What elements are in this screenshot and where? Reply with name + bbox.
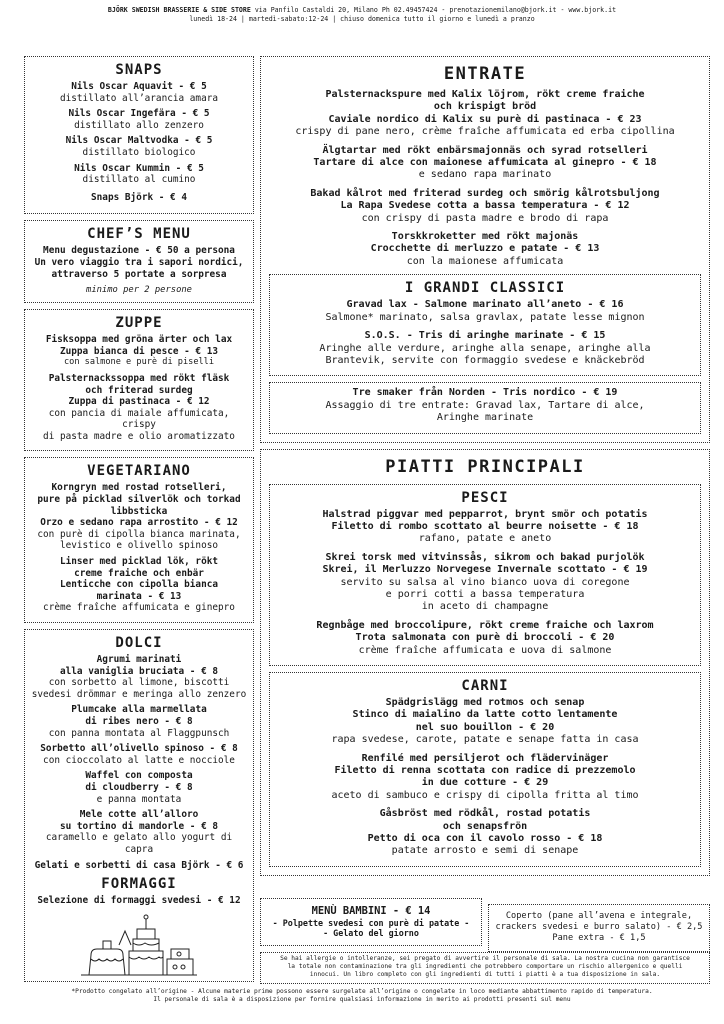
- menu-item: [274, 387, 696, 424]
- section-title: PESCI: [461, 489, 509, 506]
- item-name-it: Filetto di rombo scottato al beurre noisette - € 18: [331, 520, 639, 532]
- menu-header: [0, 6, 724, 24]
- item-name-sv: och senapsfrön: [442, 820, 528, 832]
- classici-section: [269, 274, 701, 376]
- allergy-note-line: Se hai allergie o intolleranze, sei pregato di avvertire il personale di sala. La nostra cucina non garantisce: [280, 955, 690, 962]
- item-name-it: Orzo e sedano rapa arrostito - € 12: [40, 517, 238, 529]
- item-name: Nils Oscar Ingefära - € 5: [68, 108, 210, 120]
- item-name-sv: Spädgrislägg med rotmos och senap: [385, 697, 585, 708]
- brand-name: BJÖRK SWEDISH BRASSERIE & SIDE STORE: [107, 6, 251, 14]
- item-name: Nils Oscar Kummin - € 5: [74, 162, 204, 174]
- item-name-sv: Gåsbröst med rödkål, rostad potatis: [379, 808, 591, 820]
- menu-item: [29, 163, 249, 186]
- item-name: Waffel con composta: [85, 770, 193, 782]
- item-name-it: nel suo bouillon - € 20: [415, 721, 555, 733]
- menu-item: [29, 482, 249, 552]
- cake-illustration: [79, 911, 199, 977]
- item-desc: crème fraîche affumicata e ginepro: [43, 602, 235, 614]
- item-desc: e porri cotti a bassa temperatura: [385, 588, 585, 600]
- cover-charge-box: [488, 904, 710, 952]
- tris-nordico-section: [269, 382, 701, 433]
- kids-menu-title: MENÙ BAMBINI - € 14: [311, 905, 431, 917]
- menu-item: [29, 770, 249, 805]
- item-desc: Aringhe marinate: [436, 412, 534, 424]
- menu-item: [274, 299, 696, 324]
- item-desc: levistico e olivello spinoso: [59, 540, 219, 552]
- principali-section: [260, 449, 710, 876]
- item-desc: con purè di cipolla bianca marinata,: [37, 528, 241, 540]
- vegetariano-section: [24, 457, 254, 623]
- chef-menu-desc: Un vero viaggio tra i sapori nordici,: [34, 256, 244, 268]
- menu-item: [29, 809, 249, 855]
- carni-section: [269, 672, 701, 867]
- item-name: alla vaniglia bruciata - € 8: [59, 665, 219, 677]
- item-desc: Assaggio di tre entrate: Gravad lax, Tartare di alce,: [325, 399, 645, 411]
- item-desc: con cioccolato al latte e nocciole: [43, 754, 235, 766]
- menu-item: [265, 145, 705, 182]
- section-title: ZUPPE: [115, 315, 163, 332]
- item-name-it: Crocchette di merluzzo e patate - € 13: [370, 243, 600, 255]
- item-name-sv: Torskkroketter med rökt majonäs: [391, 231, 579, 243]
- menu-item: [274, 620, 696, 657]
- left-column: [24, 56, 254, 982]
- section-title: FORMAGGI: [101, 876, 177, 893]
- chef-menu-note: minimo per 2 persone: [86, 285, 192, 296]
- item-desc: di pasta madre e olio aromatizzato: [43, 430, 235, 442]
- cover-charge-line: Coperto (pane all’avena e integrale,: [505, 911, 693, 921]
- item-name-sv: Älgtartar med rökt enbärsmajonnäs och syrad rotselleri: [322, 144, 648, 156]
- menu-item: [29, 135, 249, 158]
- allergy-note-line: la totale non contaminazione tra gli ingredienti che potrebbero comportare un rischio allergenico e quelli: [287, 963, 683, 970]
- menu-item: [274, 808, 696, 858]
- menu-item: [274, 552, 696, 614]
- item-name-it: Skrei, il Merluzzo Norvegese Invernale scottato - € 19: [322, 564, 648, 576]
- item-name-it: Petto di oca con il cavolo rosso - € 18: [367, 833, 603, 845]
- footer-line: *Prodotto congelato all’origine - Alcune materie prime possono essere surgelate all’origine o congelate in loco mediante abbattimento rapido di temperatura.: [71, 988, 653, 995]
- pesci-section: [269, 484, 701, 666]
- menu-item: [265, 89, 705, 139]
- item-desc: con panna montata al Flaggpunsch: [48, 727, 230, 739]
- menu-item: [29, 81, 249, 104]
- item-desc: con salmone e purè di piselli: [63, 357, 215, 368]
- item-desc: con crispy di pasta madre e brodo di rapa: [361, 212, 609, 224]
- item-desc: con la maionese affumicata: [406, 255, 564, 267]
- item-name-sv: Linser med picklad lök, rökt: [59, 556, 219, 568]
- item-name: Gelati e sorbetti di casa Björk - € 6: [34, 859, 244, 871]
- menu-item: [29, 860, 249, 872]
- menu-item: [274, 330, 696, 367]
- item-name-it: Filetto di renna scottata con radice di prezzemolo: [334, 765, 636, 777]
- item-name: di cloudberry - € 8: [85, 781, 193, 793]
- item-desc: in aceto di champagne: [421, 601, 549, 613]
- section-title: SNAPS: [115, 62, 163, 78]
- item-name: Snaps Björk - € 4: [91, 191, 187, 203]
- item-desc: caramello e gelato allo yogurt di capra: [45, 832, 233, 855]
- item-name: Sorbetto all’olivello spinoso - € 8: [40, 743, 238, 755]
- item-desc: svedesi drömmar e meringa allo zenzero: [31, 688, 247, 700]
- item-name-it: Stinco di maialino da latte cotto lentamente: [352, 709, 618, 721]
- menu-item: [29, 743, 249, 766]
- extra-bread-line: Pane extra - € 1,5: [552, 933, 646, 943]
- item-name: Mele cotte all’alloro: [79, 809, 199, 821]
- item-desc: patate arrosto e semi di senape: [391, 845, 579, 857]
- item-desc: con sorbetto al limone, biscotti: [48, 677, 230, 689]
- item-name: Gravad lax - Salmone marinato all’aneto - € 16: [346, 299, 624, 311]
- item-name: S.O.S. - Tris di aringhe marinate - € 15: [364, 330, 606, 342]
- item-name: su tortino di mandorle - € 8: [59, 820, 219, 832]
- item-desc: rapa svedese, carote, patate e senape fatta in casa: [331, 734, 639, 746]
- menu-item: [274, 753, 696, 803]
- item-name-it: Trota salmonata con purè di broccoli - € 20: [355, 632, 615, 644]
- section-title: PIATTI PRINCIPALI: [385, 456, 585, 477]
- item-name-sv: och friterad surdeg: [85, 384, 193, 396]
- item-desc: distillato al cumino: [82, 174, 196, 186]
- item-name-it: Tartare di alce con maionese affumicata al ginepro - € 18: [313, 157, 657, 169]
- item-name-sv: libbsticka: [110, 505, 168, 517]
- menu-item: [274, 509, 696, 546]
- dolci-formaggi-section: [24, 629, 254, 982]
- item-name-sv: Halstrad piggvar med pepparrot, brynt smör och potatis: [322, 508, 648, 520]
- entrate-section: [260, 56, 710, 443]
- menu-item: [29, 895, 249, 907]
- section-title: CHEF’S MENU: [87, 226, 191, 243]
- item-desc: distillato allo zenzero: [74, 119, 204, 131]
- kids-menu-box: [260, 898, 482, 946]
- item-name-sv: Renfilé med persiljerot och flädervinäger: [361, 752, 609, 764]
- item-desc: distillato all’arancia amara: [59, 92, 219, 104]
- section-title: ENTRATE: [443, 64, 527, 84]
- item-name-it: in due cotture - € 29: [421, 777, 549, 789]
- section-title: I GRANDI CLASSICI: [404, 280, 566, 297]
- section-title: CARNI: [461, 678, 509, 694]
- allergy-note: [260, 952, 710, 984]
- item-desc: aceto di sambuco e crispy di cipolla fritta al timo: [331, 789, 639, 801]
- item-name-sv: Palsternackspure med Kalix löjrom, rökt creme fraiche: [325, 89, 645, 100]
- menu-item: [29, 334, 249, 369]
- bottom-row: [260, 898, 710, 946]
- item-name-it: La Rapa Svedese cotta a bassa temperatura - € 12: [340, 200, 630, 212]
- menu-item: [29, 373, 249, 443]
- item-name: di ribes nero - € 8: [85, 715, 193, 727]
- footer: [0, 988, 724, 1004]
- item-name: Nils Oscar Aquavit - € 5: [71, 81, 207, 92]
- menu-item: [29, 704, 249, 739]
- item-name-it: Lenticche con cipolla bianca: [59, 579, 219, 591]
- menu-item: [29, 192, 249, 204]
- item-name: Tre smaker från Norden - Tris nordico - € 19: [352, 387, 618, 399]
- item-desc: crispy di pane nero, crème fraîche affumicata ed erba cipollina: [295, 126, 675, 138]
- item-desc: servito su salsa al vino bianco uova di coregone: [340, 576, 630, 588]
- header-address: via Panfilo Castaldi 20, Milano Ph 02.49457424 - prenotazionemilano@bjork.it - www.bjork.it: [250, 6, 617, 14]
- menu-item: [265, 188, 705, 225]
- item-desc: con pancia di maiale affumicata, crispy: [48, 407, 230, 431]
- menu-item: [29, 108, 249, 131]
- item-name-sv: Korngryn med rostad rotselleri,: [51, 482, 227, 494]
- item-name-sv: och krispigt bröd: [433, 101, 537, 113]
- item-desc: Salmone* marinato, salsa gravlax, patate lesse mignon: [325, 311, 645, 323]
- menu-item: [265, 231, 705, 268]
- cover-charge-line: crackers svedesi e burro salato) - € 2,5: [495, 922, 703, 932]
- item-name-sv: Palsternackssoppa med rökt fläsk: [48, 372, 230, 384]
- menu-item: [29, 654, 249, 700]
- item-desc: Brantevik, servite con formaggio svedese e knäckebröd: [325, 354, 645, 366]
- item-name: Plumcake alla marmellata: [71, 704, 207, 716]
- item-name-sv: Fisksoppa med gröna ärter och lax: [45, 334, 233, 346]
- item-name-it: marinata - € 13: [96, 590, 182, 602]
- right-column: [260, 56, 710, 876]
- item-desc: crème fraîche affumicata e uova di salmone: [358, 644, 612, 656]
- chef-menu-section: [24, 220, 254, 303]
- header-hours: lunedì 18-24 | martedì-sabato:12-24 | chiuso domenica tutto il giorno e lunedì a pranzo: [189, 15, 535, 23]
- menu-item: [29, 556, 249, 614]
- item-desc: Aringhe alle verdure, aringhe alla senape, aringhe alla: [319, 342, 651, 354]
- snaps-section: [24, 56, 254, 214]
- kids-menu-item: - Polpette svedesi con purè di patate -: [272, 918, 470, 928]
- item-name-sv: Skrei torsk med vitvinssås, sikrom och bakad purjolök: [325, 551, 645, 563]
- item-name: Agrumi marinati: [96, 654, 182, 665]
- item-name-sv: Bakad kålrot med friterad surdeg och smörig kålrotsbuljong: [310, 187, 660, 199]
- allergy-note-line: innocui. Un libro completo con gli ingredienti di tutti i piatti è a tua disposizione in sala.: [309, 971, 661, 978]
- chef-menu-desc: attraverso 5 portate a sorpresa: [51, 268, 227, 280]
- item-desc: distillato biologico: [82, 146, 196, 158]
- item-desc: e sedano rapa marinato: [418, 169, 552, 181]
- item-name-it: Zuppa bianca di pesce - € 13: [59, 345, 219, 357]
- kids-menu-item: - Gelato del giorno: [323, 928, 419, 938]
- item-name-sv: creme fraiche och enbär: [74, 567, 204, 579]
- menu-item: [274, 697, 696, 747]
- section-title: DOLCI: [115, 635, 163, 651]
- zuppe-section: [24, 309, 254, 451]
- item-name: Selezione di formaggi svedesi - € 12: [37, 895, 241, 907]
- footer-line: Il personale di sala è a disposizione per fornire qualsiasi informazione in merito ai prodotti presenti sul menu: [153, 996, 571, 1003]
- item-name-sv: Regnbåge med broccolipure, rökt creme fraiche och laxrom: [316, 619, 654, 631]
- item-desc: e panna montata: [96, 793, 182, 805]
- item-name-it: Caviale nordico di Kalix su purè di pastinaca - € 23: [328, 113, 642, 125]
- header-line-1: [0, 6, 724, 15]
- item-desc: rafano, patate e aneto: [418, 533, 552, 545]
- section-title: VEGETARIANO: [87, 463, 191, 480]
- item-name: Nils Oscar Maltvodka - € 5: [65, 135, 213, 147]
- item-name-sv: pure på picklad silverlök och torkad: [37, 494, 241, 506]
- chef-menu-price: Menu degustazione - € 50 a persona: [43, 245, 235, 257]
- item-name-it: Zuppa di pastinaca - € 12: [68, 396, 210, 408]
